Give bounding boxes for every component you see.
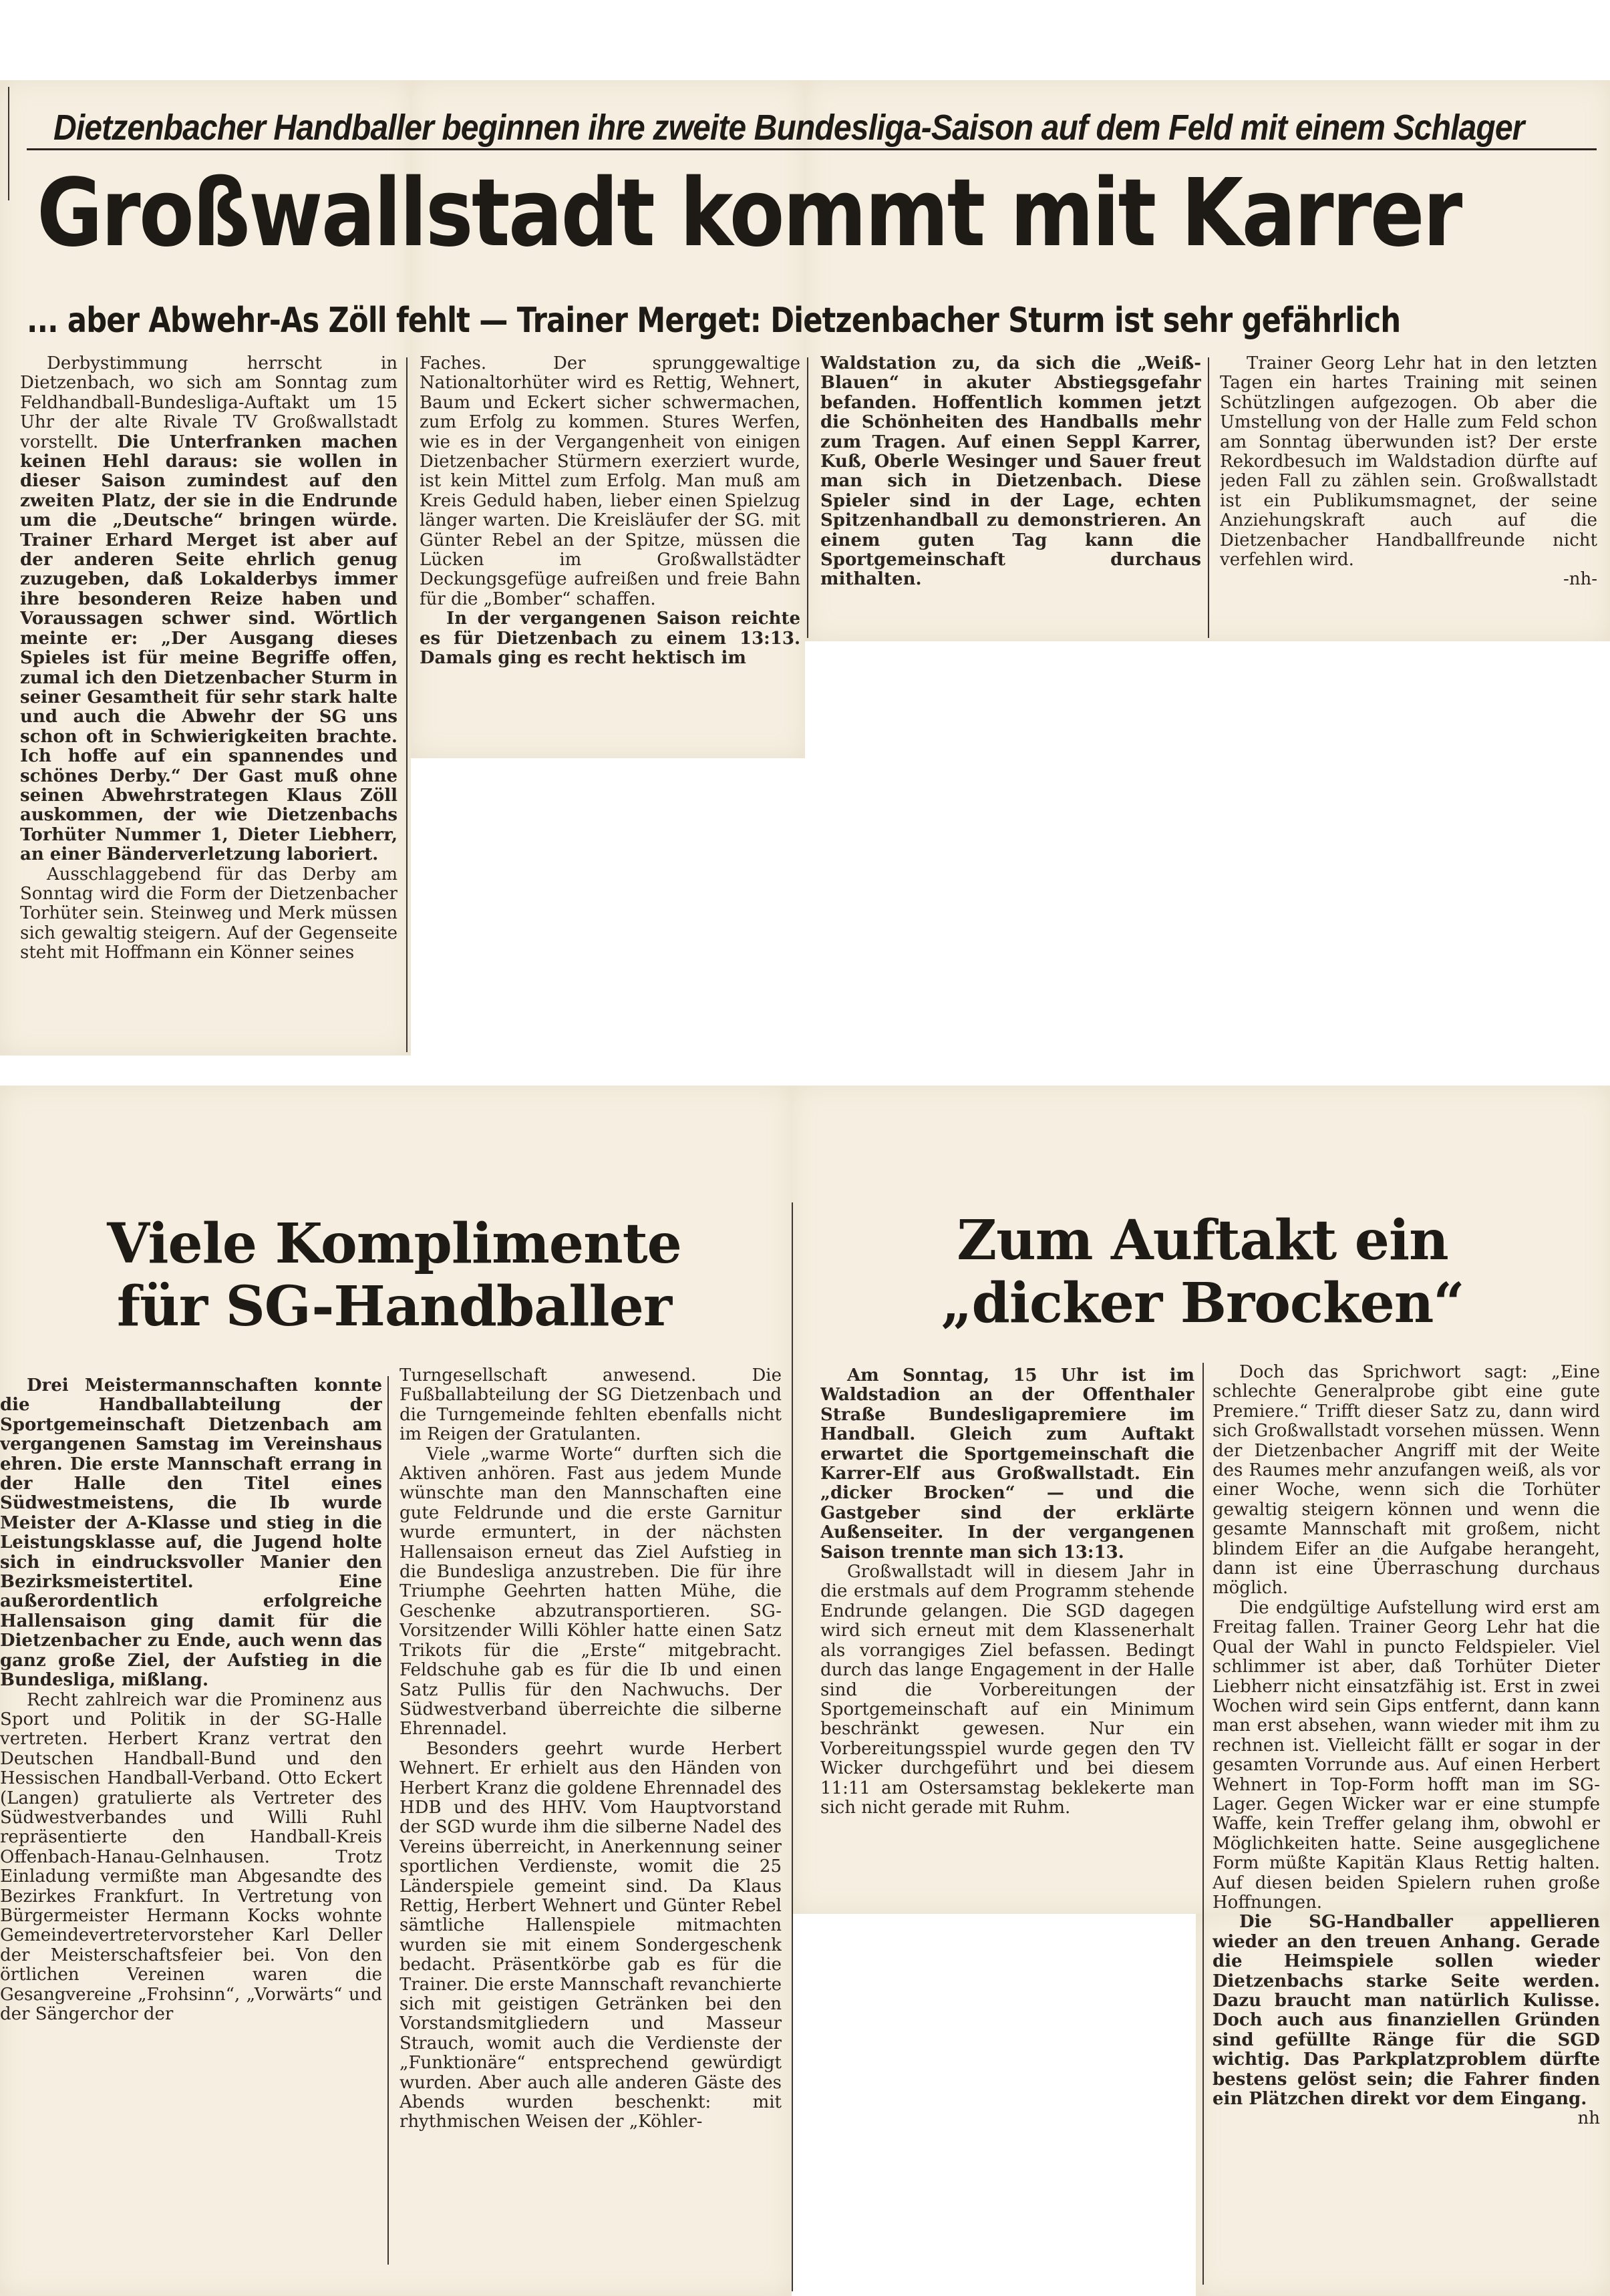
column-rule (387, 1376, 389, 2265)
article2-col1-para2: Recht zahlreich war die Prominenz aus Sport und Politik in der SG-Halle vertreten. Herbert Kranz vertrat den Deutschen Handball-Bund und den Hessischen Handball-Verband. Otto Eckert (Langen) gratulierte als Vertreter des Südwestverbandes und Willi Ruhl repräsentierte den Handball-Kreis Offenbach-Hanau-Gelnhausen. Trotz Einladung vermißte man Abgesandte des Bezirkes Frankfurt. In Vertretung von Bürgermeister Hermann Kocks wohnte Gemeindevertretervorsteher Karl Deller der Meisterschaftsfeier bei. Von den örtlichen Vereinen waren die Gesangvereine „Frohsinn“, „Vorwärts“ und der Sängerchor der (0, 1689, 382, 2024)
article1-column-1 (20, 354, 397, 1059)
article1-col2-para1: Faches. Der sprunggewaltige Nationaltorhüter wird es Rettig, Wehnert, Baum und Eckert sicher schwermachen, zum Erfolg zu kommen. Stures Werfen, wie es in der Vergangenheit von einigen Dietzenbacher Stürmern exerziert wurde, ist kein Mittel zum Erfolg. Man muß am Kreis Geduld haben, lieber einen Spielzug länger warten. Die Kreisläufer der SG. mit Günter Rebel an der Spitze, müssen die Lücken im Großwallstädter Deckungsgefüge aufreißen und freie Bahn für die „Bomber“ schaffen. (420, 354, 800, 609)
article3-col2-para1: Doch das Sprichwort sagt: „Eine schlechte Generalprobe gibt eine gute Premiere.“ Trifft dieser Satz zu, dann wird sich Großwallstadt vorsehen müssen. Wenn der Dietzenbacher Angriff mit der Weite des Raumes mehr anzufangen weiß, als vor einer Woche, wenn sich die Torhüter gewaltig steigern können und wenn die gesamte Mannschaft mit großem, nicht blindem Eifer an die Aufgabe herangeht, dann ist eine Überraschung durchaus möglich. (1213, 1363, 1600, 1599)
column-rule (807, 357, 808, 638)
article2-col2-para3: Besonders geehrt wurde Herbert Wehnert. Er erhielt aus den Händen von Herbert Kranz die goldene Ehrennadel des HDB und des HHV. Vom Hauptvorstand der SGD wurde ihm die silberne Nadel des Vereins überreicht, in Anerkennung seiner sportlichen Verdienste, womit die 25 Länderspiele gemeint sind. Da Klaus Rettig, Herbert Wehnert und Günter Rebel sämtliche Hallenspiele mitmachten wurden sie mit einem Sondergeschenk bedacht. Präsentkörbe gab es für die Trainer. Die erste Mannschaft revanchierte sich mit geistigen Getränken bei den Vorstandsmitgliedern und Masseur Strauch, womit auch die Verdienste der „Funktionäre“ entsprechend gewürdigt wurden. Aber auch alle anderen Gäste des Abends wurden beschenkt: mit rhythmischen Weisen der „Köhler- (399, 1738, 782, 2132)
column-rule (406, 357, 408, 1052)
article1-signature: -nh- (1563, 569, 1597, 590)
article3-column-2 (1213, 1363, 1600, 2293)
article2-column-2 (399, 1366, 782, 2296)
article1-subhead: ... aber Abwehr-As Zöll fehlt — Trainer Merget: Dietzenbacher Sturm ist sehr gefährlich (27, 301, 1401, 341)
article3-headline-line2: „dicker Brocken“ (941, 1271, 1464, 1335)
clipping-left-edge (8, 87, 9, 200)
article3-headline (802, 1209, 1603, 1335)
article2-column-1 (0, 1376, 382, 2218)
article3-col2-para3: Die SG-Handballer appellieren wieder an den treuen Anhang. Gerade die Heimspiele sollen wieder Dietzenbachs starke Seite werden. Dazu braucht man natürlich Kulisse. Doch auch aus finanziellen Gründen sind gefüllte Ränge für die SGD wichtig. Das Parkplatzproblem dürfte bestens gelöst sein; die Fahrer finden ein Plätzchen direkt vor dem Eingang. (1213, 1912, 1600, 2110)
article1-kicker: Dietzenbacher Handballer beginnen ihre zweite Bundesliga-Saison auf dem Feld mit einem Schlager (53, 108, 1524, 148)
article1-col2-para2: In der vergangenen Saison reichte es für Dietzenbach zu einem 13:13. Damals ging es recht hektisch im (420, 609, 800, 669)
article3-col2-para2: Die endgültige Aufstellung wird erst am Freitag fallen. Trainer Georg Lehr hat die Qual der Wahl in puncto Feldspieler. Viel schlimmer ist aber, daß Torhüter Dieter Liebherr nicht einsatzfähig ist. Erst in zwei Wochen wird sein Gips entfernt, dann kann man erst absehen, wann wieder mit ihm zu rechnen ist. Vielleicht fällt er sogar in der gesamten Vorrunde aus. Auf einen Herbert Wehnert in Top-Form hofft man im SG-Lager. Gegen Wicker war er eine stumpfe Waffe, kein Treffer gelang ihm, obwohl er Möglichkeiten hatte. Seine ausgeglichene Form müßte Kapitän Klaus Rettig halten. Auf diesen beiden Spielern ruhen große Hoffnungen. (1213, 1597, 1600, 1913)
article1-col1-lead: Derbystimmung herrscht in Dietzenbach, wo sich am Sonntag zum Feldhandball-Bundesliga-Auftakt um 15 Uhr der alte Rivale TV Großwallstadt vorstellt. (20, 354, 397, 452)
article1-col4-para1: Trainer Georg Lehr hat in den letzten Tagen ein hartes Training mit seinen Schützlingen aufgezogen. Ob aber die Umstellung von der Halle zum Feld schon am Sonntag überwunden ist? Der erste Rekordbesuch im Waldstadion dürfte auf jeden Fall zu zählen sein. Großwallstadt ist ein Publikumsmagnet, der seine Anziehungskraft auch auf die Dietzenbacher Handballfreunde nicht verfehlen wird. (1220, 354, 1597, 570)
article2-col2-para2: Viele „warme Worte“ durften sich die Aktiven anhören. Fast aus jedem Munde wünschte man den Mannschaften eine gute Feldrunde und die erste Garnitur wurde ermuntert, in der nächsten Hallensaison erneut das Ziel Aufstieg in die Bundesliga anzustreben. Die für ihre Triumphe Geehrten hatten Mühe, die Geschenke abzutransportieren. SG-Vorsitzender Willi Köhler hatte einen Satz Trikots für die „Erste“ mitgebracht. Feldschuhe gab es für die Ib und einen Satz Pullis für den Nachwuchs. Der Südwestverband überreichte die silberne Ehrennadel. (399, 1444, 782, 1740)
article2-headline (13, 1212, 775, 1338)
article1-column-4 (1220, 354, 1597, 635)
article1-col1-lead-bold: Die Unterfranken machen keinen Hehl daraus: sie wollen in dieser Saison zumindest auf den zweiten Platz, der sie in die Endrunde um die „Deutsche“ bringen würde. Trainer Erhard Merget ist aber auf der anderen Seite ehrlich genug zuzugeben, daß Lokalderbys immer ihre besonderen Reize haben und Voraussagen schwer sind. Wörtlich meinte er: „Der Ausgang dieses Spieles ist für meine Begriffe offen, zumal ich den Dietzenbacher Sturm in seiner Gesamtheit für sehr stark halte und auch die Abwehr der SG uns schon oft in Schwierigkeiten brachte. Ich hoffe auf ein spannendes und schönes Derby.“ Der Gast muß ohne seinen Abwehrstrategen Klaus Zöll auskommen, der wie Dietzenbachs Torhüter Nummer 1, Dieter Liebherr, an einer Bänderverletzung laboriert. (20, 432, 397, 865)
article1-col3-para1: Waldstation zu, da sich die „Weiß-Blauen“ in akuter Abstiegsgefahr befanden. Hoffentlich kommen jetzt die Schönheiten des Handballs mehr zum Tragen. Auf einen Seppl Karrer, Kuß, Oberle Wesinger und Sauer freut man sich in Dietzenbach. Diese Spieler sind in der Lage, echten Spitzenhandball zu demonstrieren. An einem guten Tag kann die Sportgemeinschaft durchaus mithalten. (820, 354, 1201, 590)
article3-headline-line1: Zum Auftakt ein (957, 1208, 1448, 1273)
article2-col2-para1: Turngesellschaft anwesend. Die Fußballabteilung der SG Dietzenbach und die Turngemeinde fehlten ebenfalls nicht im Reigen der Gratulanten. (399, 1366, 782, 1445)
kicker-underline (27, 148, 1597, 150)
article2-headline-line1: Viele Komplimente (107, 1212, 681, 1276)
article3-signature: nh (1577, 2108, 1600, 2129)
article1-col1-para2: Ausschlaggebend für das Derby am Sonntag wird die Form der Dietzenbacher Torhüter sein. Steinweg und Merk müssen sich gewaltig steigern. Auf der Gegenseite steht mit Hoffmann ein Könner seines (20, 864, 397, 963)
column-rule (1202, 1363, 1204, 2285)
article2-col1-para1: Drei Meistermannschaften konnte die Handballabteilung der Sportgemeinschaft Dietzenbach am vergangenen Samstag im Vereinshaus ehren. Die erste Mannschaft errang in der Halle den Titel eines Südwestmeistens, die Ib wurde Meister der A-Klasse und stieg in die Leistungsklasse auf, die Jugend holte sich in eindrucksvoller Manier den Bezirksmeistertitel. Eine außerordentlich erfolgreiche Hallensaison ging damit für die Dietzenbacher zu Ende, auch wenn das ganz große Ziel, der Aufstieg in die Bundesliga, mißlang. (0, 1376, 382, 1691)
article1-column-2 (420, 354, 800, 748)
article1-headline: Großwallstadt kommt mit Karrer (37, 159, 1461, 268)
article1-column-3 (820, 354, 1201, 635)
article3-column-1 (820, 1366, 1194, 1894)
column-rule (1208, 357, 1209, 638)
article3-col1-para1: Am Sonntag, 15 Uhr ist im Waldstadion an der Offenthaler Straße Bundesligapremiere im Handball. Gleich zum Auftakt erwartet die Sportgemeinschaft die Karrer-Elf aus Großwallstadt. Ein „dicker Brocken“ — und die Gastgeber sind der erklärte Außenseiter. In der vergangenen Saison trennte man sich 13:13. (820, 1366, 1194, 1563)
article2-headline-line2: für SG-Handballer (116, 1275, 672, 1339)
article3-col1-para2: Großwallstadt will in diesem Jahr in die erstmals auf dem Programm stehende Endrunde gelangen. Die SGD dagegen wird sich erneut mit dem Klassenerhalt als vorrangiges Ziel befassen. Bedingt durch das lange Engagement in der Halle sind die Vorbereitungen der Sportgemeinschaft auf ein Minimum beschränkt gewesen. Nur ein Vorbereitungsspiel wurde gegen den TV Wicker durchgeführt und bei diesem 11:11 am Ostersamstag beklekerte man sich nicht gerade mit Ruhm. (820, 1562, 1194, 1818)
clipping-border (792, 1202, 793, 2291)
